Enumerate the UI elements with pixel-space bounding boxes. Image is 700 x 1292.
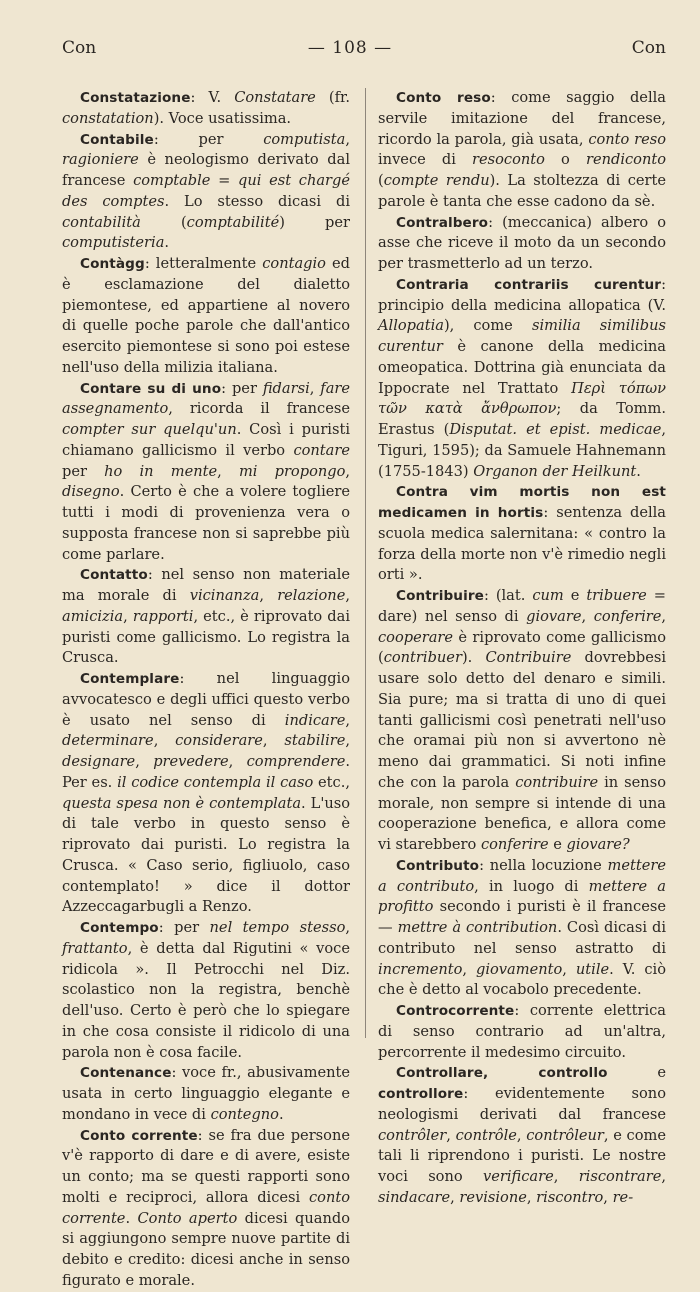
entry-text: , — [516, 1126, 527, 1144]
entry-italic-text: giovamento — [476, 960, 563, 978]
entry-text: : per — [221, 379, 263, 397]
entry-text: , è detta dal Rigutini « voce ridicola ». Il Petrocchi nel Diz. scolastico non la registra, benchè dell'uso. Certo è però che lo spiegare in che cosa consiste il ridicolo di una parola non è cosa facile. — [62, 939, 350, 1061]
entry-italic-text: contribuer — [383, 649, 462, 667]
dictionary-entry — [62, 88, 350, 130]
entry-italic-text: Conto aperto — [137, 1209, 238, 1227]
entry-text: , — [661, 607, 667, 625]
entry-text: : evidentemente sono neologismi derivati dal francese — [378, 1085, 666, 1123]
entry-italic-text: riscontro — [536, 1188, 604, 1206]
entry-italic-text: constatation — [62, 109, 154, 127]
entry-text: ) per — [279, 213, 350, 231]
dictionary-entry — [62, 254, 350, 379]
entry-italic-text: contabilità — [62, 213, 141, 231]
entry-text: . Così i puristi chiamano gallicismo il verbo — [62, 421, 350, 459]
entry-text: , — [259, 587, 278, 604]
entry-text: , e come tali li riprendono i puristi. Le nostre voci sono — [378, 1126, 666, 1185]
entry-text: . Così dicasi di contributo nel senso astratto di — [378, 919, 667, 957]
entry-text: : nel linguaggio avvocatesco e degli uffici questo verbo è usato nel senso di — [62, 670, 350, 729]
entry-text: : (meccanica) albero o asse che riceve il moto da un secondo per trasmetterlo ad un terzo. — [378, 213, 666, 272]
entry-text: : nella locuzione — [479, 856, 608, 874]
entry-text: (fr. — [315, 89, 351, 106]
entry-headword: Controcorrente — [396, 1003, 515, 1019]
entry-text: e — [548, 836, 567, 853]
entry-headword: Conto reso — [396, 90, 491, 106]
entry-text: : sentenza della scuola medica salernitana: « contro la forza della morte non v'è rimedio negli orti ». — [378, 504, 666, 584]
entry-text: per — [62, 462, 105, 480]
entry-text: , — [446, 1126, 456, 1144]
entry-text: : (lat. — [483, 587, 533, 604]
entry-italic-text: Organon der Heilkunt — [473, 462, 637, 480]
dictionary-entry — [378, 88, 666, 213]
entry-italic-text: verificare — [482, 1168, 554, 1185]
entry-headword: Constatazione — [80, 90, 191, 106]
entry-text: , etc., è riprovato dai puristi come gallicismo. Lo registra la Crusca. — [62, 607, 350, 667]
entry-headword: Contralbero — [396, 214, 489, 231]
entry-text: . — [278, 1105, 284, 1123]
entry-italic-text: considerare — [175, 732, 263, 750]
entry-italic-text: sindacare — [378, 1188, 451, 1206]
entry-text: , — [135, 753, 154, 770]
entry-italic-text: determinare — [62, 732, 154, 750]
entry-italic-text: giovare — [526, 607, 582, 625]
entry-text: , — [450, 1188, 460, 1206]
entry-italic-text: fidarsi — [262, 379, 310, 397]
running-head-left: Con — [62, 38, 97, 58]
entry-text: , — [153, 732, 176, 750]
entry-text: : voce fr., abusivamente usata in certo linguaggio elegante e mondano in vece di — [62, 1064, 350, 1123]
entry-headword: Contatto — [80, 567, 148, 584]
entry-headword: Contemplare — [80, 671, 180, 687]
entry-italic-text: revisione — [459, 1188, 527, 1206]
entry-text: , — [345, 587, 350, 604]
entry-italic-text: contrôler — [378, 1126, 447, 1144]
entry-text: , — [262, 732, 285, 750]
entry-text: : corrente elettrica di senso contrario ad un'altra, percorrente il medesimo circuito. — [378, 1002, 666, 1061]
entry-italic-text: conferire — [593, 607, 662, 625]
entry-headword: Controllare, controllo — [396, 1065, 608, 1082]
dictionary-entry — [62, 669, 350, 918]
entry-italic-text: prevedere — [153, 753, 229, 770]
entry-italic-text: computista — [263, 130, 346, 148]
entry-text: , — [562, 960, 576, 978]
entry-headword: Contabile — [80, 131, 154, 148]
entry-italic-text: computisteria — [62, 234, 165, 252]
entry-text: . — [636, 462, 641, 480]
entry-italic-text: tribuere — [586, 587, 647, 604]
entry-text: e — [607, 1064, 667, 1082]
entry-text: , in luogo di — [474, 877, 589, 895]
entry-headword: Contare su di uno — [80, 380, 222, 397]
entry-text: ( — [140, 213, 187, 231]
entry-italic-text: vicinanza — [189, 587, 260, 604]
entry-italic-text: stabilire — [284, 732, 346, 750]
entry-headword: Contàgg — [80, 256, 145, 272]
entry-italic-text: relazione — [277, 587, 346, 604]
entry-text: ed è esclamazione del dialetto piemontese, ed appartiene al novero di quelle poche parole che dall'antico esercito piemontese si sono poi estese nell'uso della milizia italiana. — [62, 255, 350, 376]
entry-italic-text: contribuire — [515, 773, 599, 791]
entry-text: ( — [378, 172, 384, 189]
entry-text: : per — [153, 130, 264, 148]
entry-headword: Contributo — [396, 857, 480, 874]
entry-text: ; da Tomm. Erastus ( — [378, 400, 666, 438]
entry-italic-text: utile — [575, 960, 610, 978]
entry-text: , — [603, 1188, 613, 1206]
entry-italic-text: comptabilité — [186, 213, 280, 231]
entry-text: . Lo stesso dicasi di — [164, 192, 350, 210]
entry-italic-text: mi propongo — [238, 462, 346, 480]
right-column — [378, 88, 666, 1209]
page-header — [0, 30, 700, 64]
entry-italic-text: conferire — [480, 836, 549, 853]
entry-italic-text: giovare? — [566, 836, 630, 853]
entry-text: , Tiguri, 1595); da Samuele Hahnemann (1755-1843) — [378, 421, 667, 480]
entry-text: : nel senso non materiale ma morale di — [62, 566, 350, 604]
dictionary-entry — [378, 856, 666, 1001]
dictionary-entry — [62, 379, 350, 566]
entry-italic-text: amicizia — [62, 607, 124, 625]
entry-text: o — [544, 151, 586, 169]
entry-italic-text: compte rendu — [383, 172, 490, 189]
entry-text: dovrebbesi usare solo detto del denaro e simili. Sia pure; ma si tratta di uno di quei tanti gallicismi così penetrati nell'uso che oramai più non si avvertono nè meno dai grammatici. Si noti infine che con la parola — [378, 649, 666, 791]
entry-italic-text: ho in mente — [104, 462, 218, 480]
dictionary-entry — [62, 130, 350, 255]
entry-italic-text: Contribuire — [485, 649, 572, 667]
entry-text: . Certo è che a volere togliere tutti i modi di provenienza vera o supposta francese non si saprebbe più come parlare. — [62, 483, 350, 563]
entry-italic-text: Constatare — [234, 89, 316, 106]
entry-italic-text: contegno — [210, 1105, 279, 1123]
entry-text: etc., — [313, 773, 351, 791]
dictionary-entry — [378, 275, 666, 483]
entry-italic-text: re- — [612, 1188, 634, 1206]
dictionary-entry — [62, 565, 350, 669]
entry-italic-text: resoconto — [472, 151, 545, 169]
entry-italic-text: rapporti — [132, 607, 194, 625]
entry-text: , ricorda il francese — [168, 400, 350, 418]
entry-text: . L'uso di tale verbo in questo senso è riprovato dai puristi. Lo registra la Crusca. « Caso serio, figliuolo, caso contemplato! » dice il dottor Azzeccagarbugli a Renzo. — [62, 794, 351, 916]
entry-italic-text: incremento — [378, 960, 463, 978]
entry-text: , — [581, 607, 594, 625]
dictionary-entry — [62, 1063, 350, 1125]
entry-text: , — [217, 462, 239, 480]
entry-text: , — [228, 753, 247, 770]
entry-text: , — [553, 1168, 579, 1185]
entry-text: , — [123, 607, 133, 625]
dictionary-entry — [378, 586, 666, 856]
entry-italic-text: contagio — [262, 255, 326, 272]
entry-text: . — [125, 1209, 138, 1227]
entry-italic-text: Disputat. et epist. medicae — [449, 421, 662, 438]
entry-text: , — [462, 960, 477, 978]
entry-headword: Conto corrente — [80, 1127, 198, 1144]
entry-italic-text: contrôle — [455, 1126, 517, 1144]
entry-text: . Per es. — [62, 753, 350, 791]
entry-italic-text: il codice contempla il caso — [117, 773, 314, 791]
column-divider — [365, 88, 366, 1038]
entry-italic-text: Allopatia — [378, 317, 444, 335]
dictionary-entry — [62, 1126, 350, 1292]
entry-text: , — [345, 919, 350, 936]
entry-italic-text: riscontrare — [578, 1168, 662, 1185]
entry-italic-text: mettere a contributo — [378, 856, 666, 895]
left-column — [62, 88, 350, 1292]
entry-italic-text: conto reso — [588, 130, 666, 148]
entry-italic-text: contrôleur — [526, 1126, 604, 1144]
entry-text: : principio della medicina allopatica (V. — [378, 275, 666, 314]
entry-text: . V. ciò che è detto al vocabolo precedente. — [378, 960, 667, 999]
entry-italic-text: disegno — [62, 483, 120, 501]
entry-text: in senso morale, non sempre si intende di una cooperazione benefica, e allora come vi starebbero — [378, 773, 666, 853]
entry-text: , — [309, 379, 321, 397]
entry-text: e — [563, 587, 587, 604]
entry-italic-text: comprendere — [246, 753, 346, 770]
entry-text: , — [526, 1188, 537, 1206]
entry-text: , — [345, 732, 351, 750]
entry-italic-text: Περὶ τόπων τῶν κατὰ ἄνθρωπον — [378, 379, 666, 418]
entry-text: invece di — [378, 151, 473, 169]
entry-text: , — [661, 1168, 666, 1185]
entry-text: , — [345, 711, 350, 729]
entry-italic-text: questa spesa non è contemplata — [62, 794, 302, 812]
entry-italic-text: designare — [62, 753, 136, 770]
entry-italic-text: cooperare — [378, 628, 454, 646]
running-head-right: Con — [631, 38, 666, 58]
entry-text: dicesi quando si aggiungono sempre nuove partite di debito e credito: dicesi anche in senso figurato e morale. — [62, 1209, 350, 1289]
entry-headword: Contraria contrariis curentur — [396, 276, 662, 293]
entry-headword: Contempo — [80, 920, 159, 936]
page-number: — 108 — — [307, 38, 393, 58]
entry-text: . — [164, 234, 170, 252]
entry-text: ), come — [443, 317, 532, 335]
dictionary-entry — [378, 1001, 666, 1063]
entry-text: = dare) nel senso di — [378, 587, 666, 625]
entry-headword: controllore — [378, 1086, 464, 1102]
entry-text: : V. — [190, 89, 235, 106]
entry-headword: Contenance — [80, 1065, 172, 1082]
entry-text: secondo i puristi è il francese — — [378, 898, 666, 936]
entry-italic-text: cum — [532, 587, 564, 604]
dictionary-entry — [378, 213, 666, 275]
entry-italic-text: conto corrente — [62, 1188, 350, 1227]
entry-text: è neologismo derivato dal francese — [62, 151, 350, 189]
entry-italic-text: similia similibus curentur — [378, 317, 666, 355]
entry-italic-text: indicare — [284, 711, 346, 729]
entry-text: : se fra due persone v'è rapporto di dare e di avere, esiste un conto; ma se questi rapporti sono molti e reciproci, allora dicesi — [62, 1126, 350, 1206]
entry-italic-text: contare — [293, 441, 350, 459]
entry-text: : come saggio della servile imitazione del francese, ricordo la parola, già usata, — [378, 89, 666, 148]
entry-text: : letteralmente — [144, 255, 263, 272]
entry-italic-text: comptable = qui est chargé des comptes — [62, 172, 350, 210]
entry-italic-text: ragioniere — [62, 151, 139, 169]
entry-text: è canone della medicina omeopatica. Dottrina già enunciata da Ippocrate nel Trattato — [378, 338, 666, 397]
entry-italic-text: mettre à contribution — [397, 919, 558, 936]
entry-italic-text: compter sur quelqu'un — [62, 421, 237, 438]
entry-italic-text: nel tempo stesso — [209, 919, 346, 936]
entry-text: ). La stoltezza di certe parole è tanta che esse cadono da sè. — [378, 172, 666, 210]
entry-headword: Contribuire — [396, 588, 484, 604]
entry-italic-text: rendiconto — [585, 151, 666, 169]
entry-text: ). — [461, 649, 486, 667]
entry-italic-text: mettere a profitto — [378, 877, 666, 916]
entry-text: ). Voce usatissima. — [153, 109, 292, 127]
dictionary-entry — [378, 482, 666, 586]
entry-headword: Contra vim mortis non est medicamen in hortis — [378, 484, 666, 521]
entry-italic-text: fare assegnamento — [62, 379, 351, 418]
dictionary-entry — [62, 918, 350, 1063]
dictionary-entry — [378, 1063, 666, 1208]
entry-text: , — [345, 462, 351, 480]
entry-text: , — [345, 130, 350, 148]
entry-text: : per — [158, 919, 210, 936]
entry-text: è riprovato come gallicismo ( — [378, 628, 666, 667]
entry-italic-text: frattanto — [62, 939, 128, 957]
